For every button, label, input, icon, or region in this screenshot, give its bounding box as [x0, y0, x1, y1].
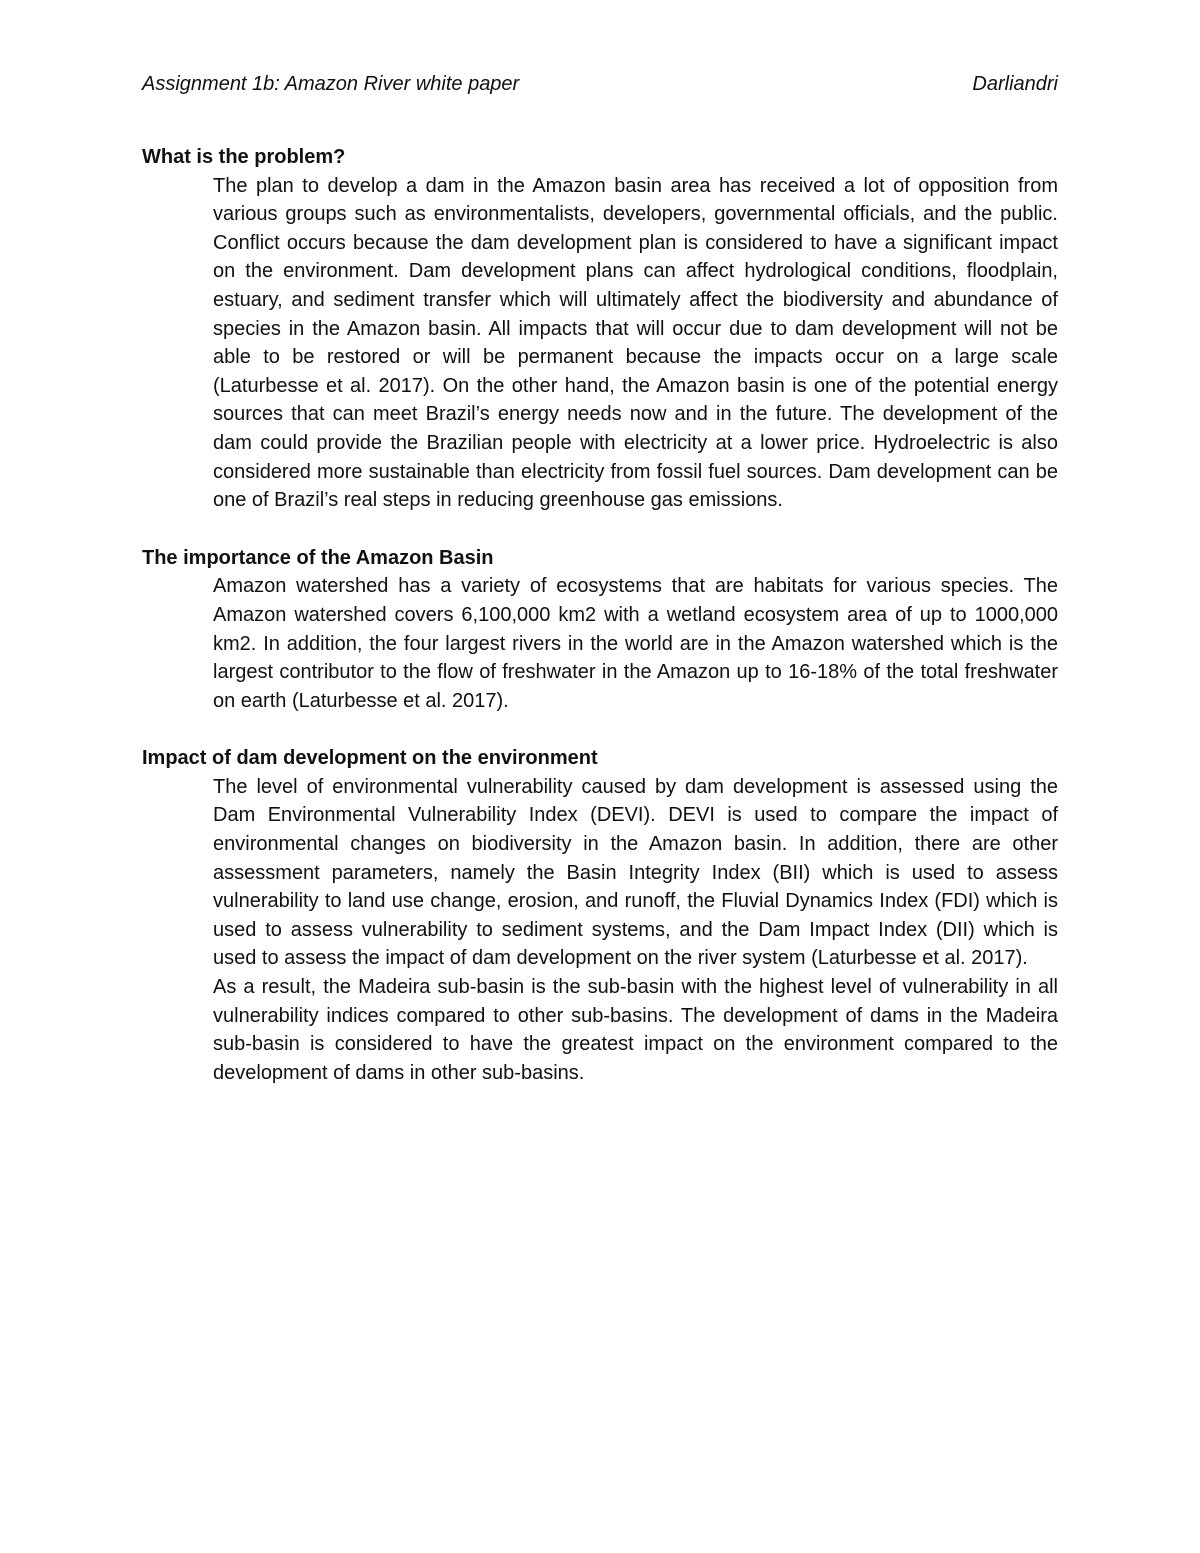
document-body — [142, 143, 1058, 1087]
section-heading: The importance of the Amazon Basin — [142, 546, 494, 569]
section-problem — [142, 143, 1058, 515]
section-impact — [142, 744, 1058, 1087]
section-paragraph: As a result, the Madeira sub-basin is the sub-basin with the highest level of vulnerability in all vulnerability indices compared to other sub-basins. The development of dams in the Madeira sub-basin is considered to have the greatest impact on the environment compared to the development of dams in other sub-basins. — [213, 976, 1058, 1084]
section-heading: Impact of dam development on the environment — [142, 747, 598, 770]
section-importance — [142, 544, 1058, 716]
section-paragraph: The plan to develop a dam in the Amazon basin area has received a lot of opposition from various groups such as environmentalists, developers, governmental officials, and the public. Conflict occurs because the dam development plan is considered to have a significant impact on the environment. Dam development plans can affect hydrological conditions, floodplain, estuary, and sediment transfer which will ultimately affect the biodiversity and abundance of species in the Amazon basin. All impacts that will occur due to dam development will not be able to be restored or will be permanent because the impacts occur on a large scale (Laturbesse et al. 2017). On the other hand, the Amazon basin is one of the potential energy sources that can meet Brazil’s energy needs now and in the future. The development of the dam could provide the Brazilian people with electricity at a lower price. Hydroelectric is also considered more sustainable than electricity from fossil fuel sources. Dam development can be one of Brazil’s real steps in reducing greenhouse gas emissions. — [213, 174, 1058, 512]
section-paragraph: Amazon watershed has a variety of ecosystems that are habitats for various species. The Amazon watershed covers 6,100,000 km2 with a wetland ecosystem area of up to 1000,000 km2. In addition, the four largest rivers in the world are in the Amazon watershed which is the largest contributor to the flow of freshwater in the Amazon up to 16-18% of the total freshwater on earth (Laturbesse et al. 2017). — [213, 575, 1058, 712]
section-heading: What is the problem? — [142, 146, 346, 168]
section-paragraph: The level of environmental vulnerability caused by dam development is assessed using the Dam Environmental Vulnerability Index (DEVI). DEVI is used to compare the impact of environmental changes on biodiversity in the Amazon basin. In addition, there are other assessment parameters, namely the Basin Integrity Index (BII) which is used to assess vulnerability to land use change, erosion, and runoff, the Fluvial Dynamics Index (FDI) which is used to assess vulnerability to sediment systems, and the Dam Impact Index (DII) which is used to assess the impact of dam development on the river system (Laturbesse et al. 2017). — [213, 775, 1058, 970]
page-header — [142, 70, 1058, 98]
header-author: Darliandri — [972, 73, 1058, 95]
header-title: Assignment 1b: Amazon River white paper — [142, 73, 520, 95]
